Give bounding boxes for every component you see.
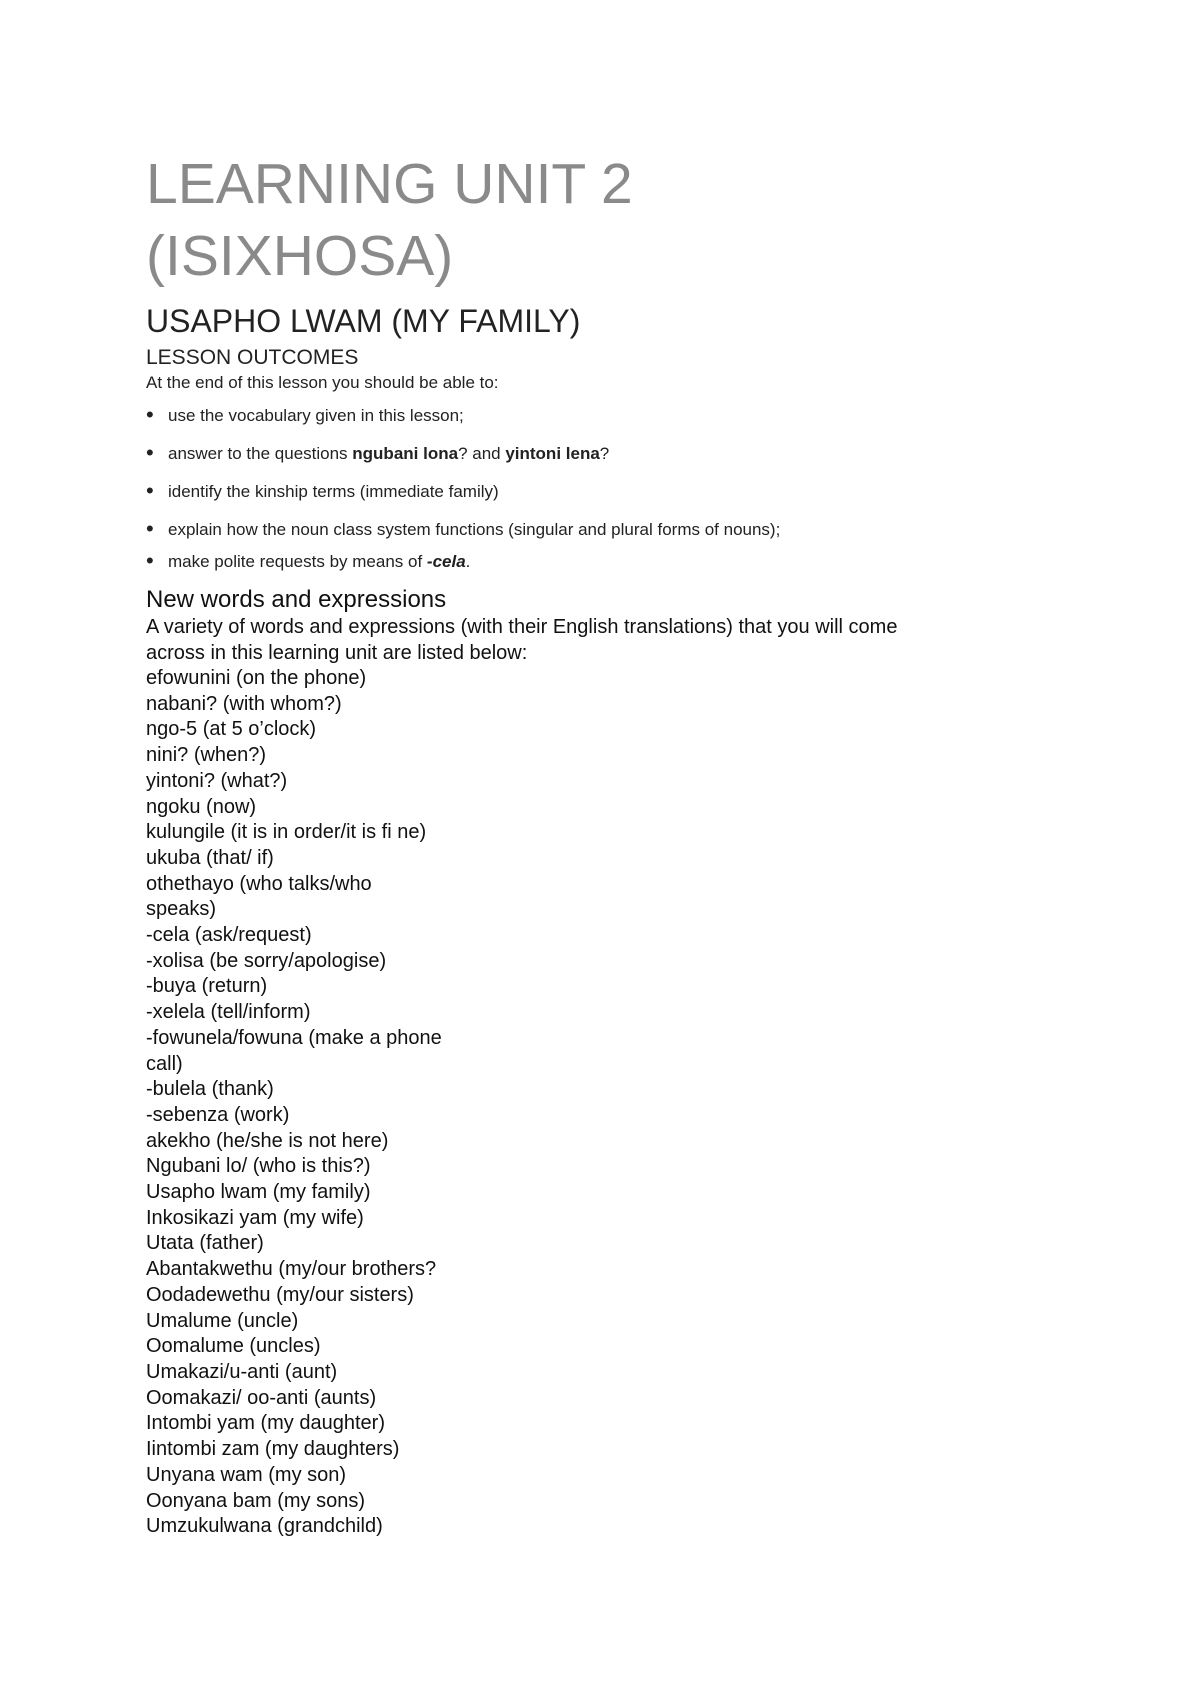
bullet-icon: • (146, 478, 154, 503)
outcome-text: identify the kinship terms (immediate family) (168, 482, 499, 501)
vocab-item: nini? (when?) (146, 744, 267, 767)
unit-title-line2: (ISIXHOSA) (146, 224, 454, 288)
outcome-text: explain how the noun class system functions (singular and plural forms of nouns); (168, 520, 781, 539)
vocab-item: Oomalume (uncles) (146, 1335, 321, 1358)
vocab-intro: A variety of words and expressions (with their English translations) that you will come across in this learning unit are listed below: (146, 616, 898, 664)
vocab-item: Iintombi zam (my daughters) (146, 1438, 400, 1461)
vocab-item: yintoni? (what?) (146, 769, 288, 792)
outcome-text: answer to the questions (168, 444, 353, 463)
vocab-item: -buya (return) (146, 975, 268, 998)
outcome-bold-term: ngubani lona (352, 444, 459, 463)
outcome-item (146, 478, 1046, 504)
vocab-item: Unyana wam (my son) (146, 1463, 347, 1486)
outcome-text: . (465, 552, 471, 571)
vocab-item: akekho (he/she is not here) (146, 1129, 389, 1152)
vocab-item: -xelela (tell/inform) (146, 1001, 311, 1024)
section-title: USAPHO LWAM (MY FAMILY) (146, 303, 581, 339)
vocab-item: ngo-5 (at 5 o’clock) (146, 718, 317, 741)
vocab-item: Umalume (uncle) (146, 1309, 299, 1332)
vocab-item: -fowunela/fowuna (make a phone call) (146, 1026, 442, 1075)
unit-title-line1: LEARNING UNIT 2 (146, 152, 633, 216)
vocab-list (146, 666, 1046, 1540)
vocab-item: kulungile (it is in order/it is fi ne) (146, 821, 427, 844)
vocab-item: efowunini (on the phone) (146, 667, 367, 689)
outcomes-heading: LESSON OUTCOMES (146, 346, 359, 369)
outcome-item (146, 548, 1046, 574)
vocab-item: -xolisa (be sorry/apologise) (146, 949, 387, 972)
vocab-item: Inkosikazi yam (my wife) (146, 1206, 364, 1229)
vocab-item: -bulela (thank) (146, 1078, 274, 1101)
outcome-item (146, 440, 1046, 466)
vocab-item: Usapho lwam (my family) (146, 1181, 371, 1204)
outcome-text: ? (599, 444, 610, 463)
outcome-text: make polite requests by means of (168, 552, 427, 571)
bullet-icon: • (146, 548, 154, 573)
vocab-item: ngoku (now) (146, 795, 257, 818)
vocab-item: -sebenza (work) (146, 1103, 290, 1126)
vocab-heading: New words and expressions (146, 586, 447, 613)
outcomes-intro: At the end of this lesson you should be able to: (146, 373, 499, 392)
vocab-item: Oomakazi/ oo-anti (aunts) (146, 1386, 377, 1409)
bullet-icon: • (146, 516, 154, 541)
vocab-item: ukuba (that/ if) (146, 846, 274, 869)
outcome-bold-term: yintoni lena (505, 444, 600, 463)
document-page (146, 148, 1046, 1540)
vocab-item: Umakazi/u-anti (aunt) (146, 1360, 338, 1383)
vocab-item: Utata (father) (146, 1232, 264, 1255)
bullet-icon: • (146, 440, 154, 465)
vocab-item: Oonyana bam (my sons) (146, 1489, 365, 1512)
outcome-text: use the vocabulary given in this lesson; (168, 406, 464, 425)
vocab-item: Abantakwethu (my/our brothers? (146, 1258, 437, 1281)
vocab-item: -cela (ask/request) (146, 924, 312, 947)
outcome-item (146, 402, 1046, 428)
outcome-text: ? and (458, 444, 506, 463)
vocab-item: Oodadewethu (my/our sisters) (146, 1283, 414, 1306)
outcome-bold-term: -cela (426, 552, 466, 571)
vocab-item: othethayo (who talks/who speaks) (146, 872, 372, 921)
vocab-item: Ngubani lo/ (who is this?) (146, 1155, 371, 1178)
bullet-icon: • (146, 402, 154, 427)
vocab-item: Intombi yam (my daughter) (146, 1412, 385, 1435)
vocab-item: nabani? (with whom?) (146, 692, 342, 715)
outcomes-list (146, 402, 1046, 574)
outcome-item (146, 516, 1046, 542)
unit-title (146, 148, 1046, 292)
vocab-item: Umzukulwana (grandchild) (146, 1515, 383, 1538)
